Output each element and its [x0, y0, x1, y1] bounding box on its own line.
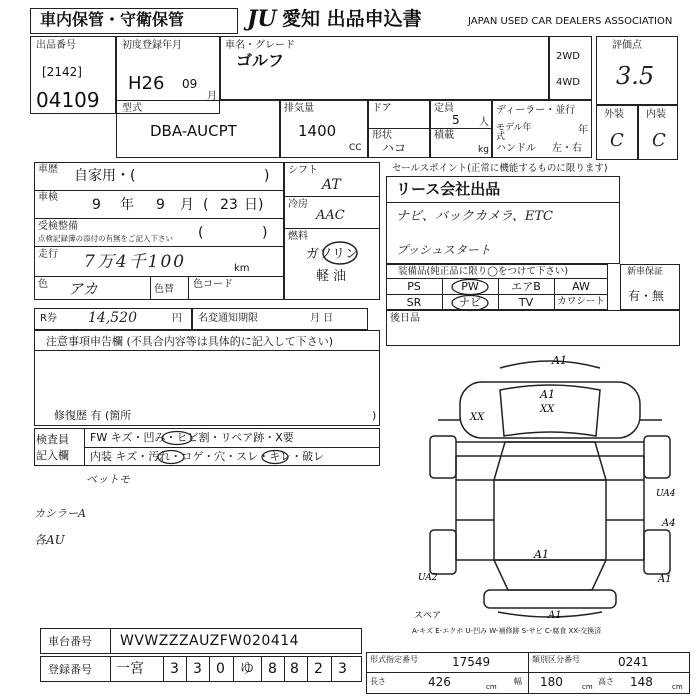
info-line-4 [34, 276, 284, 277]
equip-airbag: エアB [511, 280, 541, 293]
class-label: 類別区分番号 [532, 655, 580, 664]
inspector-label-1: 検査員 [36, 433, 69, 446]
ac-value: AAC [316, 208, 345, 223]
association-name: JAPAN USED CAR DEALERS ASSOCIATION [468, 16, 673, 27]
notes-line [34, 350, 380, 351]
plate-sep-7 [307, 656, 308, 682]
color-code-label: 色コード [193, 279, 233, 290]
drive-2wd: 2WD [556, 51, 580, 62]
sales-line3: プッシュスタート [396, 243, 491, 257]
height-unit: cm [672, 683, 683, 691]
capacity-label: 定員 [434, 103, 454, 114]
equip-pw: PW [461, 280, 479, 293]
manual-close: ) [262, 225, 268, 241]
mark-spare: スペア [414, 611, 442, 620]
mark-ua2: UA2 [418, 573, 438, 583]
mark-a1-hood: A1 [540, 388, 555, 401]
plate-sep-4 [233, 656, 234, 682]
equip-line-h [386, 278, 608, 279]
shift-value: AT [322, 177, 341, 193]
designation-value: 17549 [452, 655, 491, 669]
sales-line2: ナビ、バックカメラ、ETC [396, 209, 553, 224]
plate-char-2: 3 [193, 661, 202, 677]
inspector-circle-3 [260, 449, 290, 465]
mark-a1-roof: A1 [534, 548, 549, 561]
length-value: 426 [428, 675, 451, 689]
equip-line-h2 [386, 294, 608, 295]
equip-navi: ナビ [459, 296, 481, 309]
displacement-label: 排気量 [284, 103, 314, 114]
manual-open: ( [198, 225, 204, 241]
recycle-unit: 円 [172, 313, 182, 324]
mileage-label: 走行 [38, 249, 58, 260]
warranty-label: 新車保証 [627, 267, 664, 277]
inspection-day: 23 [220, 197, 238, 213]
shift-line [284, 196, 380, 197]
right-rear-wheel [644, 530, 670, 574]
manual-label: 受検整備 [38, 221, 78, 232]
manual-sub: 点検記録簿の添付の有無をご記入下さい [38, 234, 173, 243]
grade-int-label: 内装 [646, 109, 666, 120]
capacity-divider [430, 128, 492, 129]
info-line-1 [34, 190, 284, 191]
note-handwritten-2: カシラーA [34, 507, 86, 520]
windshield [494, 442, 606, 480]
plate-char-4: ゆ [240, 661, 254, 677]
mark-xx-hood: XX [540, 404, 555, 415]
first-reg-month-unit: 月 [207, 91, 217, 102]
left-front-wheel [430, 436, 456, 478]
model-label: 車名・グレード [225, 40, 295, 51]
length-label: 長さ [370, 677, 386, 686]
roof [494, 480, 606, 560]
sales-label: セールスポイント(正常に機能するものに限ります) [392, 163, 608, 174]
left-rear-wheel [430, 530, 456, 574]
inspector-row2: 内装 キズ・汚れ・コゲ・穴・スレ・キレ・破レ [90, 450, 325, 463]
info-line-3 [34, 246, 284, 247]
sales-line [386, 202, 620, 203]
mileage-value: 7万4千100 [84, 252, 187, 272]
grade-score: 3.5 [616, 62, 655, 90]
width-label: 幅 [514, 677, 522, 686]
notes-repair-close: ) [372, 409, 377, 422]
equipment-label: 装備品(純正品に限り◯をつけて下さい) [398, 266, 569, 277]
handle-value: 左・右 [552, 143, 582, 154]
plate-sep-2 [186, 656, 187, 682]
plate-char-3: 0 [216, 661, 225, 677]
color-divider-2 [188, 276, 189, 300]
equip-ps: PS [407, 280, 421, 293]
mark-xx-left: XX [470, 412, 485, 423]
displacement-value: 1400 [298, 122, 337, 140]
inspector-line [84, 447, 380, 448]
plate-sep-1 [163, 656, 164, 682]
grade-ext-label: 外装 [604, 109, 624, 120]
equip-aw: AW [572, 280, 590, 293]
inspector-label-2: 記入欄 [36, 449, 69, 462]
legend: A-キズ E-エクボ U-凹み W-補修跡 S-サビ C-腐食 XX-交換済 [412, 627, 602, 635]
model-name: ゴルフ [236, 51, 285, 70]
rear-label: 後日品 [390, 313, 420, 324]
height-label: 高さ [598, 677, 614, 686]
equip-tv: TV [518, 296, 534, 309]
chassis-value: WVWZZZAUZFW020414 [120, 633, 300, 649]
capacity-unit: 人 [479, 117, 489, 128]
trunk [484, 590, 616, 608]
mark-a1-front: A1 [552, 354, 567, 367]
inspection-day-unit: 日) [244, 197, 264, 213]
inspection-year: 9 [92, 197, 101, 213]
recycle-label: R券 [40, 313, 57, 324]
sales-line1: リース会社出品 [396, 180, 501, 198]
designation-label: 形式指定番号 [370, 655, 418, 664]
ac-label: 冷房 [288, 199, 308, 210]
ju-logo: JU [247, 6, 277, 32]
plate-sep-5 [261, 656, 262, 682]
handle-label: ハンドル [496, 143, 536, 154]
mark-a1-right: A1 [658, 574, 672, 585]
width-value: 180 [540, 675, 563, 689]
load-unit: kg [478, 145, 489, 155]
grade-label: 評価点 [612, 40, 642, 51]
lot-label: 出品番号 [36, 40, 76, 51]
plate-char-7: 2 [314, 661, 323, 677]
inspector-row1: FW キズ・凹み・ヒビ割・リペア跡・X要 [90, 431, 294, 444]
history-value: 自家用・( [74, 168, 136, 184]
rear-window [494, 560, 606, 590]
dealer-label: ディーラー・並行 [496, 105, 576, 116]
info-line-2 [34, 218, 284, 219]
shift-label: シフト [288, 165, 318, 176]
lot-code: [2142] [42, 65, 82, 79]
width-unit: cm [582, 683, 593, 691]
plate-char-5: 8 [268, 661, 277, 677]
color-label: 色 [38, 279, 48, 290]
plate-char-8: 3 [338, 661, 347, 677]
right-front-wheel [644, 436, 670, 478]
mark-a4: A4 [662, 518, 676, 529]
plate-sep-3 [209, 656, 210, 682]
capacity-value: 5 [452, 113, 460, 127]
first-reg-label: 初度登録年月 [122, 40, 182, 51]
grade-int: C [652, 130, 666, 151]
notice-label: 名変通知期限 [198, 313, 258, 324]
color-divider [150, 276, 151, 300]
drive-4wd: 4WD [556, 77, 580, 88]
inspection-year-unit: 年 [120, 197, 134, 213]
ac-line [284, 228, 380, 229]
mark-a1-rear: A1 [548, 610, 562, 620]
plate-char-0: 一宮 [116, 661, 144, 677]
doors-shape-label: 形状 [372, 130, 392, 141]
model-year-label: モデル年式 [496, 123, 532, 142]
note-handwritten-1: ベットモ [86, 473, 130, 486]
class-value: 0241 [618, 655, 649, 669]
plate-sep-8 [331, 656, 332, 682]
front-bumper-line [500, 361, 600, 368]
lot-number: 04109 [36, 88, 100, 112]
form-title: 愛知 出品申込書 [282, 8, 422, 30]
inspection-day-open: ( [203, 197, 209, 213]
equip-sr: SR [406, 296, 422, 309]
doors-label: ドア [372, 103, 392, 114]
drive-divider [548, 36, 550, 100]
doors-divider [368, 128, 430, 129]
fuel-diesel: 軽 油 [316, 269, 347, 284]
recycle-value: 14,520 [88, 310, 137, 326]
mileage-unit: km [234, 263, 250, 274]
notice-value: 月 日 [310, 313, 334, 324]
inspection-month-unit: 月 [180, 197, 194, 213]
type-value: DBA-AUCPT [150, 122, 237, 140]
specs-v1 [528, 652, 529, 694]
displacement-unit: CC [349, 143, 362, 153]
doors-shape: ハコ [382, 141, 407, 155]
first-reg-year: H26 [128, 73, 165, 94]
inspection-label: 車検 [38, 192, 58, 203]
history-label: 車歴 [38, 164, 58, 175]
car-diagram [410, 350, 690, 620]
equip-leather: カワシート [557, 296, 605, 307]
fuel-petrol: ガソリン [306, 247, 359, 262]
length-unit: cm [486, 683, 497, 691]
inspector-circle-2 [156, 449, 186, 465]
note-handwritten-3: 各AU [34, 533, 65, 547]
plate-sep-6 [284, 656, 285, 682]
type-label: 型式 [122, 103, 142, 114]
plate-label: 登録番号 [48, 663, 92, 676]
fuel-label: 燃料 [288, 231, 308, 242]
first-reg-month: 09 [182, 77, 198, 91]
grade-mid [637, 104, 639, 160]
plate-char-1: 3 [170, 661, 179, 677]
plate-char-6: 8 [290, 661, 299, 677]
model-year-unit: 年 [578, 125, 588, 136]
notes-label: 注意事項申告欄 (不具合内容等は具体的に記入して下さい) [46, 335, 334, 348]
chassis-label: 車台番号 [48, 635, 92, 648]
warranty-value: 有・無 [628, 289, 665, 303]
mark-ua4: UA4 [656, 489, 676, 499]
notes-repair: 修復歴 有 (箇所 [54, 409, 132, 422]
rear-box [386, 310, 680, 346]
inspector-circle-1 [160, 430, 194, 446]
plate-divider [110, 656, 111, 682]
history-close: ) [264, 168, 270, 184]
storage-badge-text: 車内保管・守衛保管 [40, 10, 185, 29]
fuel-circle [320, 240, 360, 266]
grade-ext: C [610, 130, 624, 151]
chassis-divider [110, 628, 111, 654]
load-label: 積載 [434, 130, 454, 141]
height-value: 148 [630, 675, 653, 689]
color-value: アカ [68, 280, 98, 298]
color-change-label: 色替 [154, 284, 174, 295]
inspection-month: 9 [156, 197, 165, 213]
